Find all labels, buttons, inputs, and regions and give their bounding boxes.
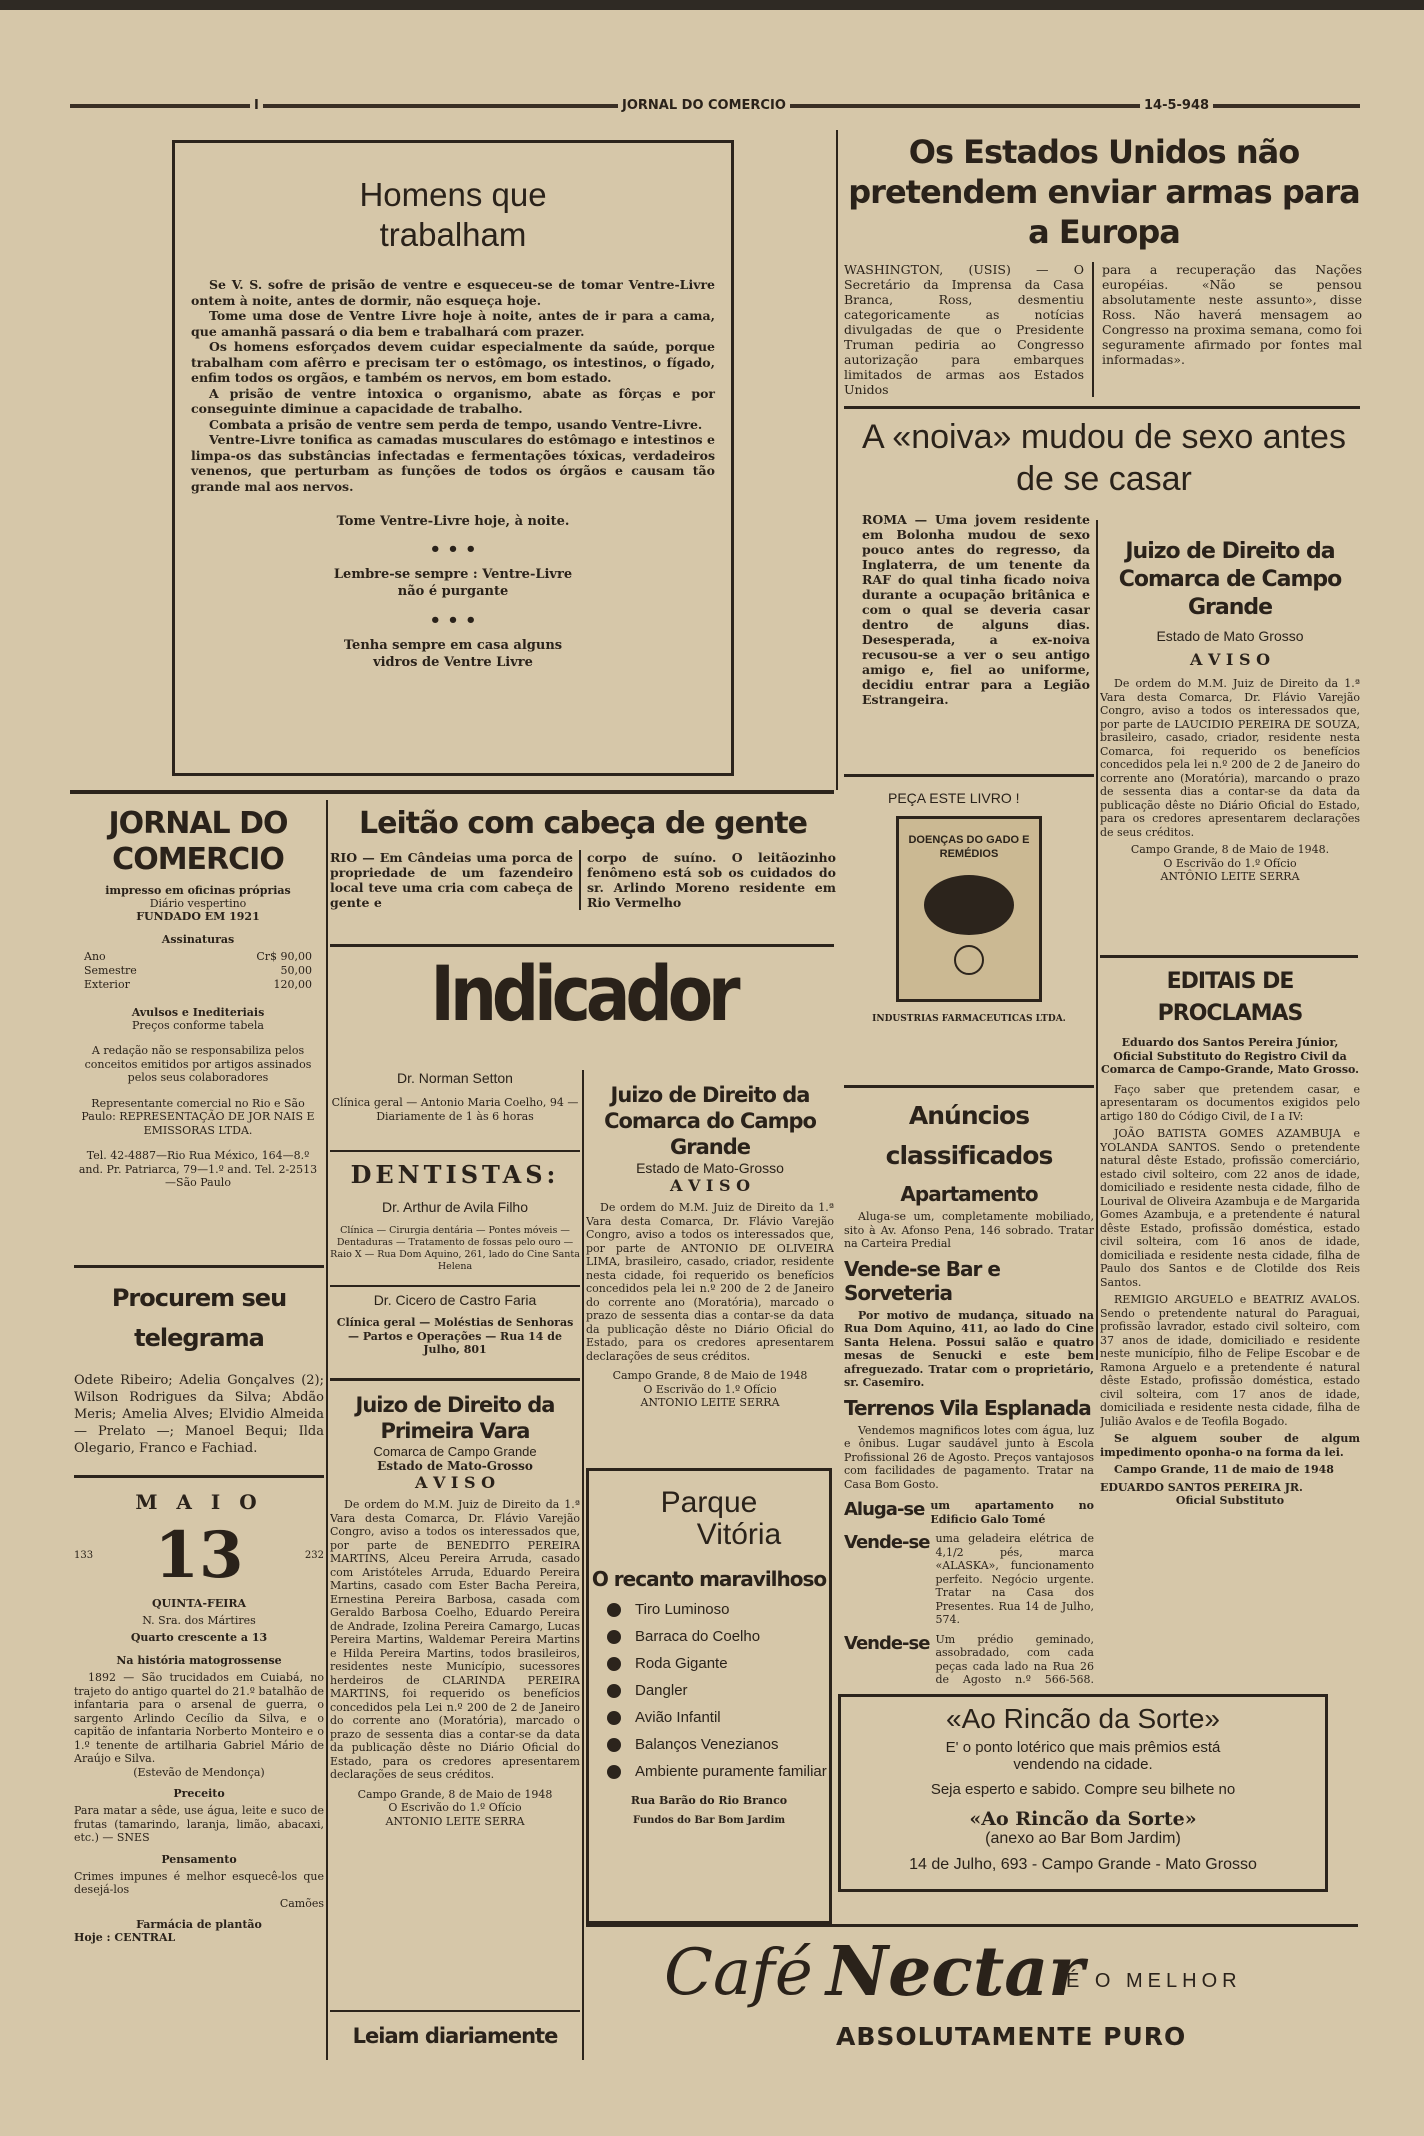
parque-address: Rua Barão do Rio Branco — [630, 1794, 788, 1807]
notice-signature: ANTÔNIO LEITE SERRA — [1160, 870, 1300, 883]
article-col1: RIO — Em Cândeias uma porca de propriedade de um fazendeiro local teve uma cria com cabeça de gente e — [330, 850, 574, 910]
bullet-icon — [607, 1765, 621, 1779]
parque-item: Tiro Luminoso — [607, 1601, 829, 1618]
masthead-title: JORNAL DO COMERCIO — [108, 806, 288, 877]
article-col1: WASHINGTON, (USIS) — O Secretário da Imprensa da Casa Branca, Ross, desmentiu categoricamente as notícias divulgadas de que o Presidente Truman pediria ao Congresso autorização para embarques limitados de armas aos Estados Unidos — [844, 262, 1084, 397]
article-headline: A «noiva» mudou de sexo antes de se casar — [862, 418, 1346, 498]
livro-ad — [846, 790, 1092, 1082]
ventre-livre-ad: Homens que trabalham Se V. S. sofre de prisão de ventre e esqueceu-se de tomar Ventre-Livre ontem à noite, antes de dormir, não esqueça hoje. Tome uma dose de Ventre Livre hoje à noite, antes de ir para a cama, que amanhã passará o dia bem e trabalhará com prazer. Os homens esforçados devem cuidar especialmente da saúde, porque trabalham com afêrro e precisam ter o estômago, os intestinos, o fígado, enfim todos os orgãos, e também os nervos, em bom estado. A prisão de ventre intoxica o organismo, abate as fôrças e por conseguinte diminue a capacidade de trabalho. Combata a prisão de ventre sem perda de tempo, usando Ventre-Livre. Ventre-Livre tonifica as camadas musculares do estômago e intestinos e limpa-os das substâncias infectadas e fermentações tóxicas, verdadeiros venenos, que perturbam as funções de todos os órgãos e causam tão grande mal aos nervos. Tome Ventre-Livre hoje, à noite. • • • Lembre-se sempre : Ventre-Livre não é purgante • • • Tenha sempre em casa alguns vidros de Ventre Livre — [172, 140, 734, 776]
calendar-month: M A I O — [135, 1490, 263, 1514]
doctor-name: Dr. Cicero de Castro Faria — [373, 1292, 537, 1308]
ad-geladeira-body: uma geladeira elétrica de 4,1/2 pés, marca «ALASKA», funcionamento perfeito. Negócio urgente. Tratar na Casa dos Presentes. Rua 14 de Julho, 574. — [935, 1532, 1094, 1626]
masthead-representante: Representante comercial no Rio e São Paulo: REPRESENTAÇÃO DE JOR NAIS E EMISSORAS LTDA. — [81, 1096, 315, 1137]
ad-paragraph: Se V. S. sofre de prisão de ventre e esqueceu-se de tomar Ventre-Livre ontem à noite, antes de dormir, não esqueça hoje. — [191, 277, 715, 308]
preceito-title: Preceito — [173, 1787, 225, 1800]
notice-aviso: A V I S O — [1189, 650, 1271, 669]
notice-title: Juizo de Direito da Primeira Vara — [355, 1393, 555, 1443]
book-title: DOENÇAS DO GADO E REMÉDIOS — [908, 834, 1030, 860]
cafe-melhor: É O MELHOR — [1066, 1970, 1242, 1992]
notice-title: Juizo de Direito da Comarca de Campo Grande — [1118, 539, 1342, 620]
editais-role: Oficial Substituto — [1175, 1494, 1285, 1507]
notice-aviso: A V I S O — [414, 1473, 496, 1492]
masthead-diario: Diário vespertino — [149, 897, 247, 910]
notice-body: De ordem do M.M. Juiz de Direito da 1.ª Vara desta Comarca, Dr. Flávio Varejão Congro, aviso a todos os interessados que, por parte de LAUCIDIO PEREIRA DE SOUZA, brasileiro, casado, criador, residente nesta Comarca, foi requerido os benefícios concedidos pela lei n.º 200 de 2 de Janeiro do corrente ano (Moratória), marcando o prazo de sessenta dias a contar-se da data da publicação dêste no Diário Oficial do Estado, para os credores apresentarem declarações de seus créditos. — [1100, 677, 1360, 839]
notice-signature: ANTONIO LEITE SERRA — [640, 1396, 780, 1409]
notice-subtitle: Comarca de Campo Grande — [373, 1444, 537, 1459]
ad-cicero — [330, 1292, 580, 1382]
editais-intro: Eduardo dos Santos Pereira Júnior, Oficial Substituto do Registro Civil da Comarca de Campo-Grande, Mato Grosso. — [1100, 1036, 1360, 1076]
bullet-icon — [607, 1630, 621, 1644]
masthead-assinaturas: Assinaturas — [161, 933, 235, 946]
price-row: Ano Cr$ 90,00 — [84, 950, 312, 963]
editais-date: Campo Grande, 11 de maio de 1948 — [1114, 1463, 1334, 1476]
farmacia-title: Farmácia de plantão — [136, 1918, 262, 1931]
ad-apartamento-body: Aluga-se um, completamente mobiliado, sito à Av. Afonso Pena, 146 sobrado. Tratar na Carteira Predial — [844, 1210, 1094, 1250]
cafe-word: Café — [664, 1936, 813, 2010]
rincao-anexo: (anexo ao Bar Bom Jardim) — [985, 1830, 1181, 1847]
notice-date: Campo Grande, 8 de Maio de 1948. — [1130, 843, 1330, 856]
book-cover — [896, 816, 1042, 1002]
masthead-redacao: A redação não se responsabiliza pelos conceitos emitidos por artigos assinados pelos seus colaboradores — [84, 1044, 312, 1084]
calendar-weekday: QUINTA-FEIRA — [151, 1597, 247, 1610]
article-body: ROMA — Uma jovem residente em Bolonha mudou de sexo pouco antes do regresso, da Inglaterra, de um tenente da RAF do qual tinha ficado noiva durante a ocupação britânica e com o qual se deveria casar dentro de alguns dias. Desesperada, a ex-noiva recusou-se a ver o seu antigo amigo e, fiel ao uniforme, decidiu entrar para a Legião Estrangeira. — [862, 512, 1090, 707]
rincao-sorte-ad — [838, 1694, 1328, 1892]
editais-p1: Faço saber que pretendem casar, e apresentaram os documentos exigidos pelo artigo 180 do Código Civil, de I a IV: — [1100, 1082, 1360, 1123]
leiam-banner — [330, 2016, 580, 2062]
article-noiva-headline — [844, 416, 1364, 508]
ad-bar-body: Por motivo de mudança, situado na Rua Dom Aquino, 411, ao lado do Cine Santa Helena. Possui salão e quatro mesas de Senucki e este bem afreguezado. Tratar com o proprietário, sr. Casemiro. — [844, 1308, 1094, 1389]
top-border — [0, 0, 1424, 10]
price-row: Semestre 50,00 — [84, 964, 312, 977]
article-col2: corpo de suíno. O leitãozinho fenômeno está sob os cuidados do sr. Arlindo Moreno residente em Rio Vermelho — [587, 850, 836, 910]
notice-title: Juizo de Direito da Comarca do Campo Grande — [604, 1083, 816, 1159]
notice-body: De ordem do M.M. Juiz de Direito da 1.ª Vara desta Comarca, Dr. Flávio Varejão Congro, aviso a todos os interessados que, por parte de BENEDITO PEREIRA MARTINS, Alceu Pereira Arruda, casado com Aristóteles Arruda, Eduardo Pereira Martins, casado com Ester Bacha Pereira, Ernestina Pereira Barbosa, casada com Geraldo Barbosa Coelho, Eduardo Pereira de Andrade, Izolina Pereira Camargo, Lucas Pereira Martins, Waldemar Pereira Martins e Hilda Pereira Martins, todos brasileiros, residentes neste Município, sucessores herdeiros de CLARINDA PEREIRA MARTINS, foi requerido os benefícios concedidos pela Lei n.º 200 de 2 de Janeiro do corrente ano (Moratória), marcado o prazo de sessenta dias a contar-se da data da publicação dêste no Diário Oficial do Estado, para os credores apresentarem declarações de seus créditos. — [330, 1498, 580, 1781]
masthead-impresso: impresso em oficinas próprias — [105, 884, 291, 897]
ad-paragraph: Os homens esforçados devem cuidar especialmente da saúde, porque trabalham com afêrro e precisam ter o estômago, os intestinos, o fígado, enfim todos os orgãos, e também os nervos, em bom estado. — [191, 339, 715, 385]
seal-icon — [954, 945, 984, 975]
pensamento-title: Pensamento — [161, 1852, 237, 1866]
ad-lembre: Lembre-se sempre : Ventre-Livre não é purgante — [333, 567, 573, 599]
pensamento-source: Camões — [279, 1896, 324, 1910]
notice-escrivao: O Escrivão do 1.º Ofício — [1163, 856, 1297, 870]
calendar-days-elapsed: 133 — [74, 1550, 94, 1561]
column-rule — [326, 800, 328, 2060]
calendar-day: 13 — [154, 1518, 244, 1593]
livro-caption: INDUSTRIAS FARMACEUTICAS LTDA. — [872, 1014, 1066, 1024]
indicador-title: Indicador — [430, 952, 736, 1039]
ad-apartamento-title: Apartamento — [900, 1182, 1038, 1206]
anuncios-title: Anúncios classificados — [885, 1101, 1053, 1170]
column-rule — [582, 1070, 584, 2060]
parque-item: Roda Gigante — [607, 1655, 829, 1672]
notice-escrivao: O Escrivão do 1.º Ofício — [643, 1382, 777, 1396]
rincao-address: 14 de Julho, 693 - Campo Grande - Mato Grosso — [909, 1856, 1257, 1873]
ad-terrenos-body: Vendemos magnificos lotes com água, luz e ônibus. Lugar saudável junto à Escola Profissional 26 de Agosto. Preços vantajosos com facilidades de pagamento. Tratar na Casa Bom Gosto. — [844, 1423, 1094, 1491]
masthead-fundado: FUNDADO EM 1921 — [136, 910, 260, 923]
anuncios-classificados — [844, 1096, 1094, 1686]
ad-geladeira-title: Vende-se — [844, 1532, 930, 1553]
calendar-days-remaining: 232 — [304, 1550, 324, 1561]
cafe-nectar-ad — [586, 1930, 1358, 2070]
calendar-saint: N. Sra. dos Mártires — [142, 1614, 256, 1627]
ad-title: Homens que trabalham — [359, 176, 547, 253]
folio-line — [70, 98, 1360, 114]
leiam-text: Leiam diariamente — [352, 2024, 558, 2048]
telegrama-title: Procurem seu telegrama — [111, 1284, 287, 1352]
ad-predio-title: Vende-se — [844, 1632, 930, 1654]
doctor-name: Dr. Norman Setton — [397, 1070, 513, 1086]
notice-escrivao: O Escrivão do 1.º Ofício — [388, 1801, 522, 1814]
folio-paper-name: JORNAL DO COMERCIO — [618, 98, 790, 113]
parque-slogan: O recanto maravilhoso — [591, 1567, 827, 1591]
farmacia-body: Hoje : CENTRAL — [74, 1931, 176, 1944]
ad-terrenos-title: Terrenos Vila Esplanada — [844, 1395, 1091, 1420]
editais-p4: Se alguem souber de algum impedimento oponha-o na forma da lei. — [1100, 1432, 1360, 1459]
historia-source: (Estevão de Mendonça) — [133, 1765, 265, 1779]
notice-subtitle2: Estado de Mato-Grosso — [377, 1459, 533, 1473]
bullet-icon — [607, 1711, 621, 1725]
cafe-brand: Nectar — [826, 1932, 1085, 2012]
telegrama-box — [74, 1278, 324, 1468]
ad-predio-body: Um prédio geminado, assobradado, com cada peças cada lado na Rua 26 de Agosto n.º 566-568. — [935, 1632, 1094, 1686]
calendar-moon: Quarto crescente a 13 — [130, 1631, 268, 1644]
column-rule — [1096, 520, 1098, 1360]
doctor-desc: Clínica geral — Moléstias de Senhoras — Partos e Operações — Rua 14 de Julho, 801 — [336, 1316, 574, 1356]
dentistas-title: DENTISTAS: — [350, 1160, 560, 1189]
ad-tome: Tome Ventre-Livre hoje, à noite. — [336, 514, 570, 529]
juizo-notice-2 — [586, 1082, 834, 1462]
notice-subtitle: Estado de Mato Grosso — [1156, 628, 1304, 644]
bullet-icon — [607, 1603, 621, 1617]
calendar-box — [74, 1490, 324, 2070]
doctor-desc: Clínica geral — Antonio Maria Coelho, 94 — Diariamente de 1 às 6 horas — [331, 1096, 579, 1123]
livro-header: PEÇA ESTE LIVRO ! — [888, 790, 1020, 806]
cow-icon — [924, 875, 1014, 935]
parque-item: Balanços Venezianos — [607, 1736, 829, 1753]
parque-vitoria-ad — [586, 1468, 832, 1924]
notice-signature: ANTONIO LEITE SERRA — [385, 1814, 525, 1828]
folio-date: 14-5-948 — [1140, 98, 1213, 113]
bullet-icon — [607, 1684, 621, 1698]
indicador-banner — [330, 952, 836, 1062]
pensamento-body: Crimes impunes é melhor esquecê-los que desejá-los — [74, 1869, 324, 1896]
column-rule — [836, 130, 838, 790]
ad-dentistas — [330, 1160, 580, 1290]
parque-item: Ambiente puramente familiar — [607, 1763, 829, 1780]
ad-aluga-body: um apartamento no Edificio Galo Tomé — [930, 1499, 1094, 1526]
cafe-puro: ABSOLUTAMENTE PURO — [836, 2022, 1187, 2051]
notice-date: Campo Grande, 8 de Maio de 1948 — [612, 1369, 808, 1382]
masthead-precos: Preços conforme tabela — [132, 1019, 264, 1032]
article-headline: Leitão com cabeça de gente — [359, 806, 807, 841]
editais-proclamas — [1100, 966, 1360, 1686]
juizo-notice-1 — [1100, 538, 1360, 928]
rincao-title: «Ao Rincão da Sorte» — [946, 1703, 1220, 1734]
rincao-line2: Seja esperto e sabido. Compre seu bilhete no — [930, 1781, 1236, 1798]
editais-p3: REMIGIO ARGUELO e BEATRIZ AVALOS. Sendo o pretendente natural do Paraguai, profissão lavrador, estado civil solteiro, com 37 anos de idade, domiciliado e residente neste município, filho de Felipe Escobar e de Ramona Arguelo e a pretendente é natural dêste Estado, profissão doméstica, estado civil solteira, com 17 anos de idade, domiciliada e residente nesta cidade, filha de Julião Avalos e de Teofila Bogado. — [1100, 1293, 1360, 1428]
bullet-icon — [607, 1657, 621, 1671]
dentist-name: Dr. Arthur de Avila Filho — [381, 1199, 529, 1215]
telegrama-body: Odete Ribeiro; Adelia Gonçalves (2); Wilson Rodrigues da Silva; Abdão Meris; Amelia Alves; Elvidio Almeida — Prelato —; Manoel Bequi; Ilda Olegario, Franco e Fachiad. — [74, 1373, 324, 1456]
editais-p2: JOÃO BATISTA GOMES AZAMBUJA e YOLANDA SANTOS. Sendo o pretendente natural dêste Estado, profissão comerciário, estado civil solteiro, com 22 anos de idade, domiciliado e residente nesta cidade, filho de Lourival de Oliveira Azambuja e de Margarida Gomes Azambuja, e a pretendente é natural dêste Estado, profissão doméstica, estado civil solteira, com 16 anos de idade, domiciliada e residente nesta cidade, filha de Paulo dos Santos e de Clotilde dos Reis Santos. — [1100, 1127, 1360, 1289]
parque-item: Avião Infantil — [607, 1709, 829, 1726]
parque-item: Barraca do Coelho — [607, 1628, 829, 1645]
folio-page-number: I — [250, 98, 263, 113]
preceito-body: Para matar a sêde, use água, leite e suco de frutas (tamarindo, laranja, limão, abacaxi, etc.) — SNES — [74, 1804, 324, 1844]
masthead-box — [74, 806, 322, 1236]
ad-paragraph: A prisão de ventre intoxica o organismo, abate as fôrças e por conseguinte diminue a capacidade de trabalho. — [191, 385, 715, 416]
rincao-name: «Ao Rincão da Sorte» — [969, 1808, 1197, 1830]
parque-address2: Fundos do Bar Bom Jardim — [632, 1815, 786, 1826]
ad-aluga-title: Aluga-se — [844, 1499, 925, 1520]
price-row: Exterior 120,00 — [84, 978, 312, 991]
parque-title1: Parque — [660, 1486, 758, 1519]
historia-title: Na história matogrossense — [116, 1654, 282, 1667]
ad-tenha: Tenha sempre em casa alguns vidros de Ventre Livre — [343, 638, 563, 670]
masthead-telefones: Tel. 42-4887—Rio Rua México, 164—8.º and. Pr. Patriarca, 79—1.º and. Tel. 2-2513—São Paulo — [78, 1149, 318, 1189]
masthead-avulsos: Avulsos e Inediteriais — [131, 1006, 265, 1019]
notice-body: De ordem do M.M. Juiz de Direito da 1.ª Vara desta Comarca, Dr. Flávio Varejão Congro, aviso a todos os interessados que, por parte de ANTONIO DE OLIVEIRA LIMA, brasileiro, casado, criador, residente nesta cidade, foi requerido os benefícios concedidos pela lei n.º 200 de 2 de Janeiro do corrente ano (Moratória), marcado o prazo de sessenta dias a contar-se da data da publicação dêste no Diário Oficial do Estado, para os credores apresentarem declarações de seus créditos. — [586, 1201, 834, 1363]
ad-paragraph: Ventre-Livre tonifica as camadas musculares do estômago e intestinos e limpa-os das substâncias infectadas e fermentações tóxicas, verdadeiros venenos, que perturbam as funções de todos os órgãos e causam tão grande mal aos nervos. — [191, 432, 715, 494]
bullet-icon — [607, 1738, 621, 1752]
notice-aviso: A V I S O — [669, 1176, 751, 1195]
article-col2: para a recuperação das Nações européias. «Não se pensou absolutamente neste assunto», disse Ross. Não haverá mensagem ao Congresso na proxima semana, como foi seguramente afirmado por fontes mal informadas». — [1102, 262, 1362, 367]
ad-paragraph: Tome uma dose de Ventre Livre hoje à noite, antes de ir para a cama, que amanhã passará o dia bem e trabalhará com prazer. — [191, 308, 715, 339]
juizo-notice-3 — [330, 1392, 580, 2012]
article-noiva-body — [862, 512, 1090, 762]
rincao-line1: E' o ponto lotérico que mais prêmios está vendendo na cidade. — [945, 1739, 1221, 1773]
dentist-desc: Clínica — Cirurgia dentária — Pontes móveis — Dentaduras — Tratamento de fossas pelo ouro — Raio X — Rua Dom Aquino, 261, lado do Cine Santa Helena — [330, 1225, 580, 1272]
article-headline: Os Estados Unidos não pretendem enviar armas para a Europa — [848, 133, 1360, 251]
ad-bar-title: Vende-se Bar e Sorveteria — [844, 1256, 1000, 1305]
notice-date: Campo Grande, 8 de Maio de 1948 — [357, 1787, 553, 1801]
article-leitao — [330, 804, 836, 934]
editais-signature: EDUARDO SANTOS PEREIRA JR. — [1100, 1480, 1303, 1494]
ad-paragraph: Combata a prisão de ventre sem perda de tempo, usando Ventre-Livre. — [209, 416, 703, 432]
article-eua — [844, 132, 1364, 402]
parque-item: Dangler — [607, 1682, 829, 1699]
historia-body: 1892 — São trucidados em Cuiabá, no trajeto do antigo quartel do 21.º batalhão de infantaria para o arsenal de guerra, o sargento Arlindo Cecílio da Silva, e o capitão de infantaria Norberto Monteiro e o 1.º tenente de artilharia Gabriel Mário de Araújo e Silva. — [74, 1671, 324, 1765]
notice-subtitle: Estado de Mato-Grosso — [636, 1160, 784, 1176]
editais-title: EDITAIS DE PROCLAMAS — [1157, 969, 1303, 1026]
parque-title2: Vitória — [696, 1518, 782, 1551]
